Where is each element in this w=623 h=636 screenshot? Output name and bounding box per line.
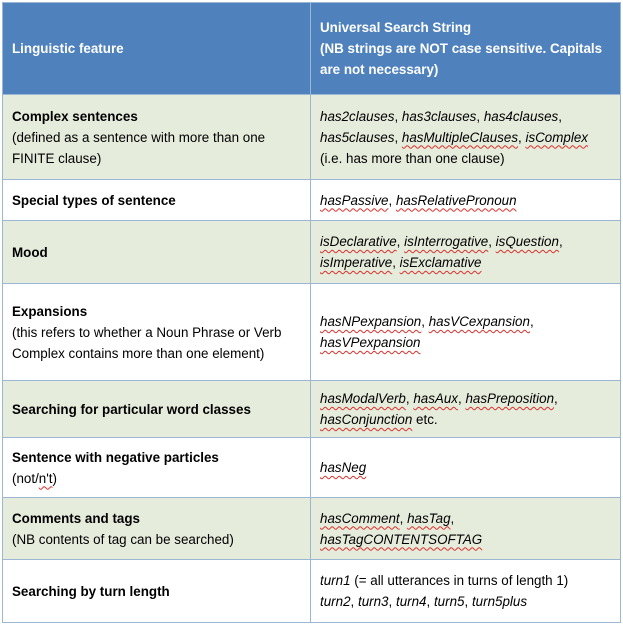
- search-string: isComplex: [525, 129, 588, 145]
- feature-description: (this refers to whether a Noun Phrase or Verb Complex contains more than one element): [12, 324, 282, 361]
- feature-cell: [3, 221, 311, 284]
- table-row: [3, 438, 621, 498]
- search-string: isInterrogative: [404, 234, 489, 249]
- search-string: hasPassive: [320, 192, 389, 208]
- search-string: hasVPexpansion: [320, 335, 421, 350]
- search-string-note: (= all utterances in turns of length 1): [354, 573, 569, 588]
- feature-cell: [3, 95, 311, 180]
- search-string: turn4: [395, 594, 427, 609]
- feature-label: Searching for particular word classes: [12, 401, 251, 417]
- search-string: isImperative: [320, 255, 393, 270]
- search-string-cell: isDeclarative, isInterrogative, isQuestion, isImperative, isExclamative: [311, 221, 621, 284]
- search-string: turn2: [320, 594, 351, 609]
- table-row: [3, 221, 621, 284]
- search-string: turn5: [433, 594, 465, 609]
- search-string-cell: hasPassive, hasRelativePronoun: [311, 180, 621, 221]
- search-string: hasAux: [413, 391, 458, 406]
- feature-label: Searching by turn length: [12, 583, 170, 599]
- feature-label: Expansions: [12, 303, 88, 319]
- feature-label: Comments and tags: [12, 510, 140, 526]
- feature-label: Special types of sentence: [12, 192, 176, 208]
- search-string: hasTagCONTENTSOFTAG: [320, 531, 483, 547]
- search-string: hasTag: [407, 510, 451, 526]
- header-search-string: [311, 3, 621, 95]
- search-string: hasVCexpansion: [428, 314, 530, 329]
- search-string: has5clauses: [320, 129, 395, 145]
- table-row: [3, 498, 621, 560]
- search-string: has3clauses: [401, 108, 477, 124]
- search-string: isDeclarative: [320, 234, 397, 249]
- feature-cell: [3, 284, 311, 381]
- search-string-suffix: etc.: [416, 412, 438, 427]
- search-string-table: [2, 2, 621, 623]
- feature-cell: [3, 560, 311, 623]
- search-string: hasPreposition: [465, 391, 555, 406]
- table-row: [3, 560, 621, 623]
- search-string: hasNPexpansion: [320, 314, 422, 329]
- search-string: turn5plus: [471, 594, 528, 609]
- search-string: hasMultipleClauses: [401, 129, 519, 145]
- feature-label: Complex sentences: [12, 108, 138, 124]
- search-string-cell: hasComment, hasTag, hasTagCONTENTSOFTAG: [311, 498, 621, 560]
- search-string: has4clauses: [483, 108, 559, 124]
- search-string: hasModalVerb: [320, 391, 406, 406]
- search-string-cell: [311, 438, 621, 498]
- table-row: [3, 381, 621, 438]
- search-string-cell: has2clauses, has3clauses, has4clauses, has5clauses, hasMultipleClauses, isComplex (i.e. has more than one clause): [311, 95, 621, 180]
- feature-description: (NB contents of tag can be searched): [12, 531, 234, 547]
- search-string: hasRelativePronoun: [395, 192, 517, 208]
- feature-cell: [3, 498, 311, 560]
- feature-label: Sentence with negative particles: [12, 449, 219, 465]
- header-row: [3, 3, 621, 95]
- search-string-cell: turn1 (= all utterances in turns of length 1) turn2, turn3, turn4, turn5, turn5plus: [311, 560, 621, 623]
- search-string-cell: hasNPexpansion, hasVCexpansion, hasVPexpansion: [311, 284, 621, 381]
- search-string-note: (i.e. has more than one clause): [320, 150, 505, 166]
- search-string: hasNeg: [320, 460, 367, 475]
- search-string: isExclamative: [399, 255, 482, 270]
- feature-label: Mood: [12, 244, 48, 260]
- search-string: hasConjunction: [320, 412, 413, 427]
- feature-cell: [3, 381, 311, 438]
- table-row: [3, 180, 621, 221]
- table-row: [3, 284, 621, 381]
- search-string: turn1: [320, 573, 351, 588]
- search-string: hasComment: [320, 510, 400, 526]
- feature-cell: [3, 180, 311, 221]
- search-string: turn3: [357, 594, 389, 609]
- feature-description: (not/n't): [12, 470, 57, 486]
- search-string: isQuestion: [495, 234, 559, 249]
- feature-cell: [3, 438, 311, 498]
- search-string: has2clauses: [320, 108, 395, 124]
- search-string-cell: hasModalVerb, hasAux, hasPreposition, hasConjunction etc.: [311, 381, 621, 438]
- header-note: (NB strings are NOT case sensitive. Capitals are not necessary): [320, 41, 603, 77]
- table-row: [3, 95, 621, 180]
- header-feature: Linguistic feature: [3, 3, 311, 95]
- header-title: Universal Search String: [320, 20, 472, 35]
- feature-description: (defined as a sentence with more than one FINITE clause): [12, 129, 266, 166]
